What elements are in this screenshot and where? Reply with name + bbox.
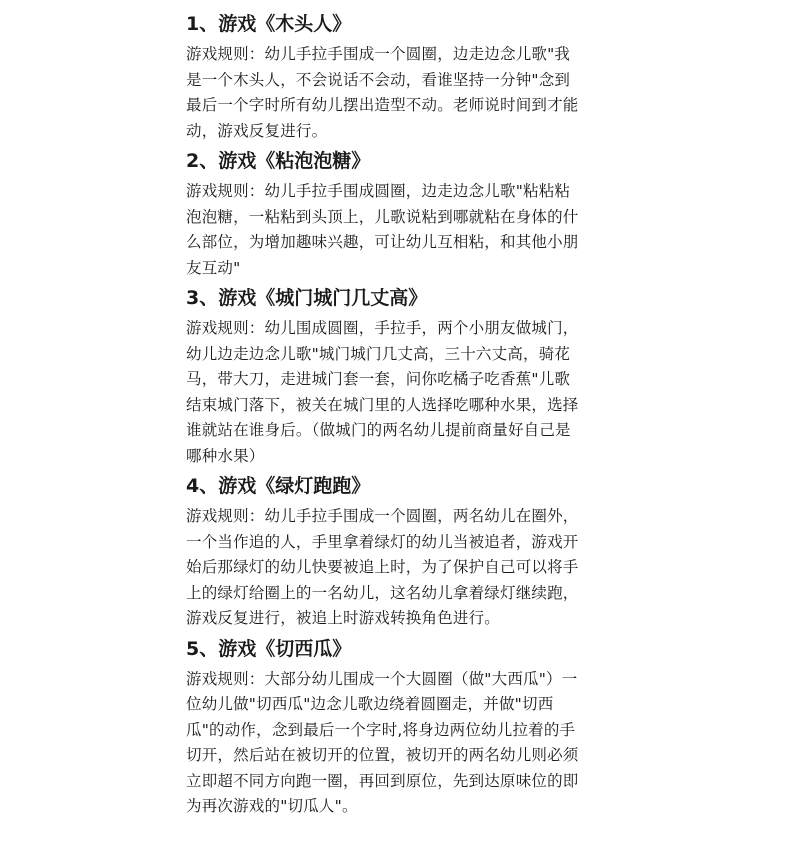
rules-line: 始后那绿灯的幼儿快要被追上时，为了保护自己可以将手 [186,558,579,576]
section-game-4 [186,472,616,632]
section-game-1 [186,10,616,144]
section-game-3 [186,284,616,469]
rules-line: 切开，然后站在被切开的位置，被切开的两名幼儿则必须 [186,746,579,764]
rules-line: 立即超不同方向跑一圈，再回到原位，先到达原味位的即 [186,771,579,790]
section-game-5 [186,635,616,820]
rules-line: 瓜"的动作，念到最后一个字时,将身边两位幼儿拉着的手 [186,720,576,739]
rules-line: 是一个木头人，不会说话不会动，看谁坚持一分钟"念到 [186,70,571,89]
game-rules-document [186,10,616,823]
rules-line: 结束城门落下，被关在城门里的人选择吃哪种水果，选择 [186,395,579,414]
section-title: 4、游戏《绿灯跑跑》 [186,475,371,497]
rules-paragraph [186,504,616,632]
rules-line: 游戏反复进行，被追上时游戏转换角色进行。 [186,609,501,627]
rules-line: 幼儿边走边念儿歌"城门城门几丈高，三十六丈高，骑花 [186,344,571,363]
rules-line: 友互动" [186,258,241,277]
rules-line: 马，带大刀，走进城门套一套，问你吃橘子吃香蕉"儿歌 [186,370,571,388]
section-title: 2、游戏《粘泡泡糖》 [186,150,371,172]
rules-line: 游戏规则：幼儿手拉手围成圆圈，边走边念儿歌"粘粘粘 [186,182,571,200]
rules-line: 游戏规则：大部分幼儿围成一个大圆圈（做"大西瓜"）一 [186,669,578,688]
rules-paragraph [186,667,616,820]
rules-line: 谁就站在谁身后。（做城门的两名幼儿提前商量好自己是 [186,421,571,439]
rules-line: 泡泡糖，一粘粘到头顶上，儿歌说粘到哪就粘在身体的什 [186,207,579,226]
rules-line: 一个当作追的人，手里拿着绿灯的幼儿当被追者，游戏开 [186,532,579,551]
rules-paragraph [186,42,616,144]
section-title: 5、游戏《切西瓜》 [186,637,352,660]
section-game-2 [186,147,616,281]
rules-line: 为再次游戏的"切瓜人"。 [186,797,358,815]
rules-line: 么部位，为增加趣味兴趣，可让幼儿互相粘，和其他小朋 [186,233,579,251]
rules-line: 游戏规则：幼儿手拉手围成一个圆圈，边走边念儿歌"我 [186,45,571,63]
rules-line: 哪种水果） [186,446,265,465]
section-title: 3、游戏《城门城门几丈高》 [186,287,428,309]
rules-line: 游戏规则：幼儿围成圆圈，手拉手，两个小朋友做城门， [186,319,579,337]
rules-line: 游戏规则：幼儿手拉手围成一个圆圈，两名幼儿在圈外， [186,507,579,525]
rules-line: 最后一个字时所有幼儿摆出造型不动。老师说时间到才能 [186,96,579,114]
rules-paragraph [186,316,616,469]
rules-line: 上的绿灯给圈上的一名幼儿，这名幼儿拿着绿灯继续跑， [186,583,579,602]
section-title: 1、游戏《木头人》 [186,13,352,35]
rules-paragraph [186,179,616,281]
rules-line: 位幼儿做"切西瓜"边念儿歌边绕着圆圈走，并做"切西 [186,695,554,713]
rules-line: 动，游戏反复进行。 [186,121,328,140]
